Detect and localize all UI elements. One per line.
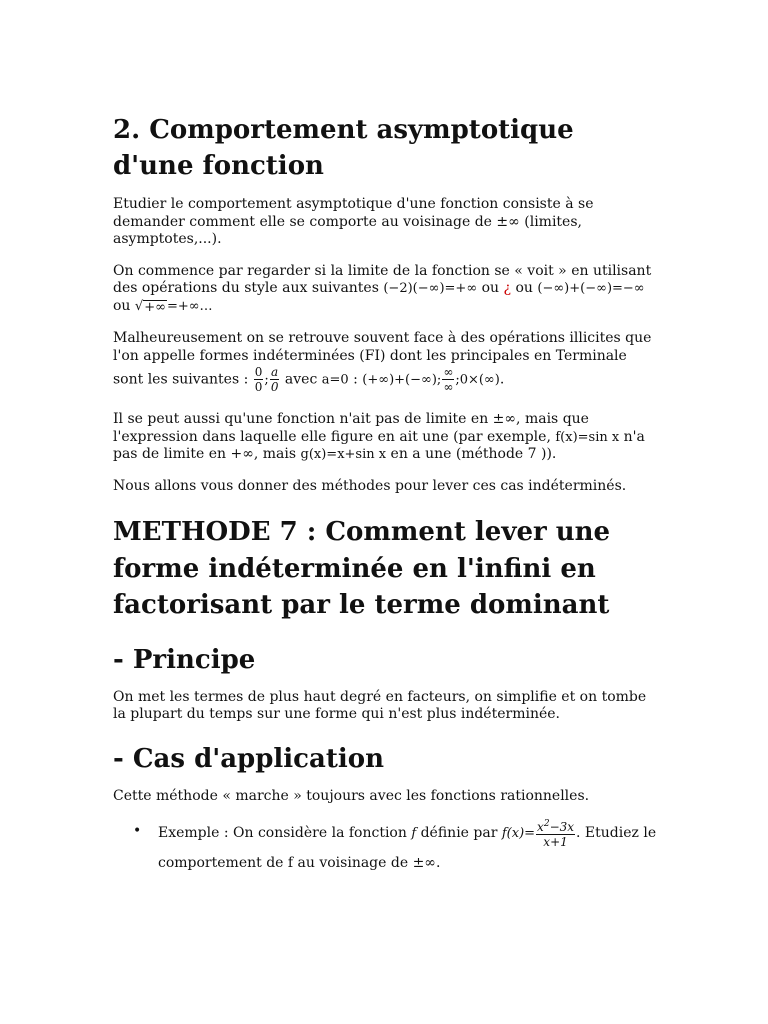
fraction-inf-over-inf — [442, 365, 454, 394]
math-expression: ;0×(∞) — [455, 372, 500, 388]
separator: ; — [264, 372, 269, 388]
principe-text: On met les termes de plus haut degré en facteurs, on simplifie et on tombe la plupart du temps sur une forme qui n'est plus indéterminée. — [113, 688, 647, 722]
fraction-a-over-zero — [270, 365, 280, 394]
text: ou — [477, 280, 504, 296]
text: . — [499, 371, 505, 388]
paragraph-no-limit — [113, 411, 658, 464]
denominator: 0 — [270, 380, 279, 394]
numerator: ∞ — [443, 365, 454, 379]
text: n'a pas de limite en +∞, mais — [113, 428, 645, 462]
math-expression: (+∞)+(−∞); — [362, 372, 442, 388]
document-page — [113, 112, 658, 878]
text: en a une (méthode 7 )). — [386, 446, 557, 462]
text: . Etudiez le comportement de f au voisinage de ±∞. — [158, 825, 657, 871]
math-expression: a=0 — [321, 372, 349, 388]
example-text — [158, 817, 658, 878]
text: définie par — [416, 825, 502, 841]
denominator: x+1 — [543, 835, 568, 849]
cas-application-heading: - Cas d'application — [113, 743, 384, 774]
math-f: f — [411, 826, 417, 841]
denominator: 0 — [254, 380, 263, 394]
example-list-item — [113, 817, 658, 878]
text: ou — [511, 280, 538, 296]
exponent: 2 — [543, 819, 550, 829]
sqrt-radicand: +∞ — [144, 299, 166, 315]
text: ou — [113, 297, 135, 314]
math-expression: (−∞)+(−∞)=−∞ — [537, 281, 645, 296]
fraction-zero-over-zero — [254, 365, 264, 394]
method-title: METHODE 7 : Comment lever une forme indéterminée en l'infini en factorisant par le terme dominant — [113, 517, 611, 620]
text: On commence par regarder si la limite de la fonction se « voit » en utilisant des opérations du style aux suivantes — [113, 262, 652, 296]
text: Il se peut aussi qu'une fonction n'ait pas de limite en ±∞, mais que l'expression dans laquelle elle figure en ait une (par exemple, — [113, 411, 589, 445]
math-expression: f(x)= — [501, 826, 536, 841]
math-expression: (−2)(−∞)=+∞ — [383, 281, 478, 296]
numerator: 0 — [254, 365, 263, 379]
bullet: • — [133, 823, 142, 839]
paragraph-indeterminate-forms — [113, 329, 658, 394]
inverted-question-mark: ¿ — [503, 280, 512, 296]
paragraph-operations — [113, 263, 658, 316]
paragraph-methods: Nous allons vous donner des méthodes pour lever ces cas indéterminés. — [113, 477, 627, 494]
text: Malheureusement on se retrouve souvent face à des opérations illicites que l'on appelle formes indéterminées (FI) dont les principales en Terminale sont les suivantes : — [113, 330, 652, 388]
math-expression: g(x)=x+sin x — [300, 447, 387, 462]
sqrt-symbol: √ — [134, 298, 144, 314]
paragraph-intro: Etudier le comportement asymptotique d'une fonction consiste à se demander comment elle se comporte au voisinage de ±∞ (limites, asymptotes,...). — [113, 196, 594, 247]
principe-heading: - Principe — [113, 644, 256, 675]
numerator — [536, 817, 575, 835]
numerator: a — [271, 365, 279, 379]
math-expression: =+∞… — [166, 298, 213, 314]
section-title: 2. Comportement asymptotique d'une fonction — [113, 115, 574, 181]
sqrt-expression — [135, 300, 167, 315]
numerator-part: x — [537, 820, 544, 834]
rational-fraction — [536, 817, 575, 849]
math-expression: f(x)=sin x — [555, 429, 620, 445]
cas-application-text: Cette méthode « marche » toujours avec les fonctions rationnelles. — [113, 787, 590, 804]
text: Exemple : On considère la fonction — [158, 825, 412, 841]
denominator: ∞ — [443, 380, 454, 394]
numerator-part: −3x — [549, 820, 575, 834]
text: avec — [280, 371, 322, 388]
text: : — [348, 371, 363, 388]
